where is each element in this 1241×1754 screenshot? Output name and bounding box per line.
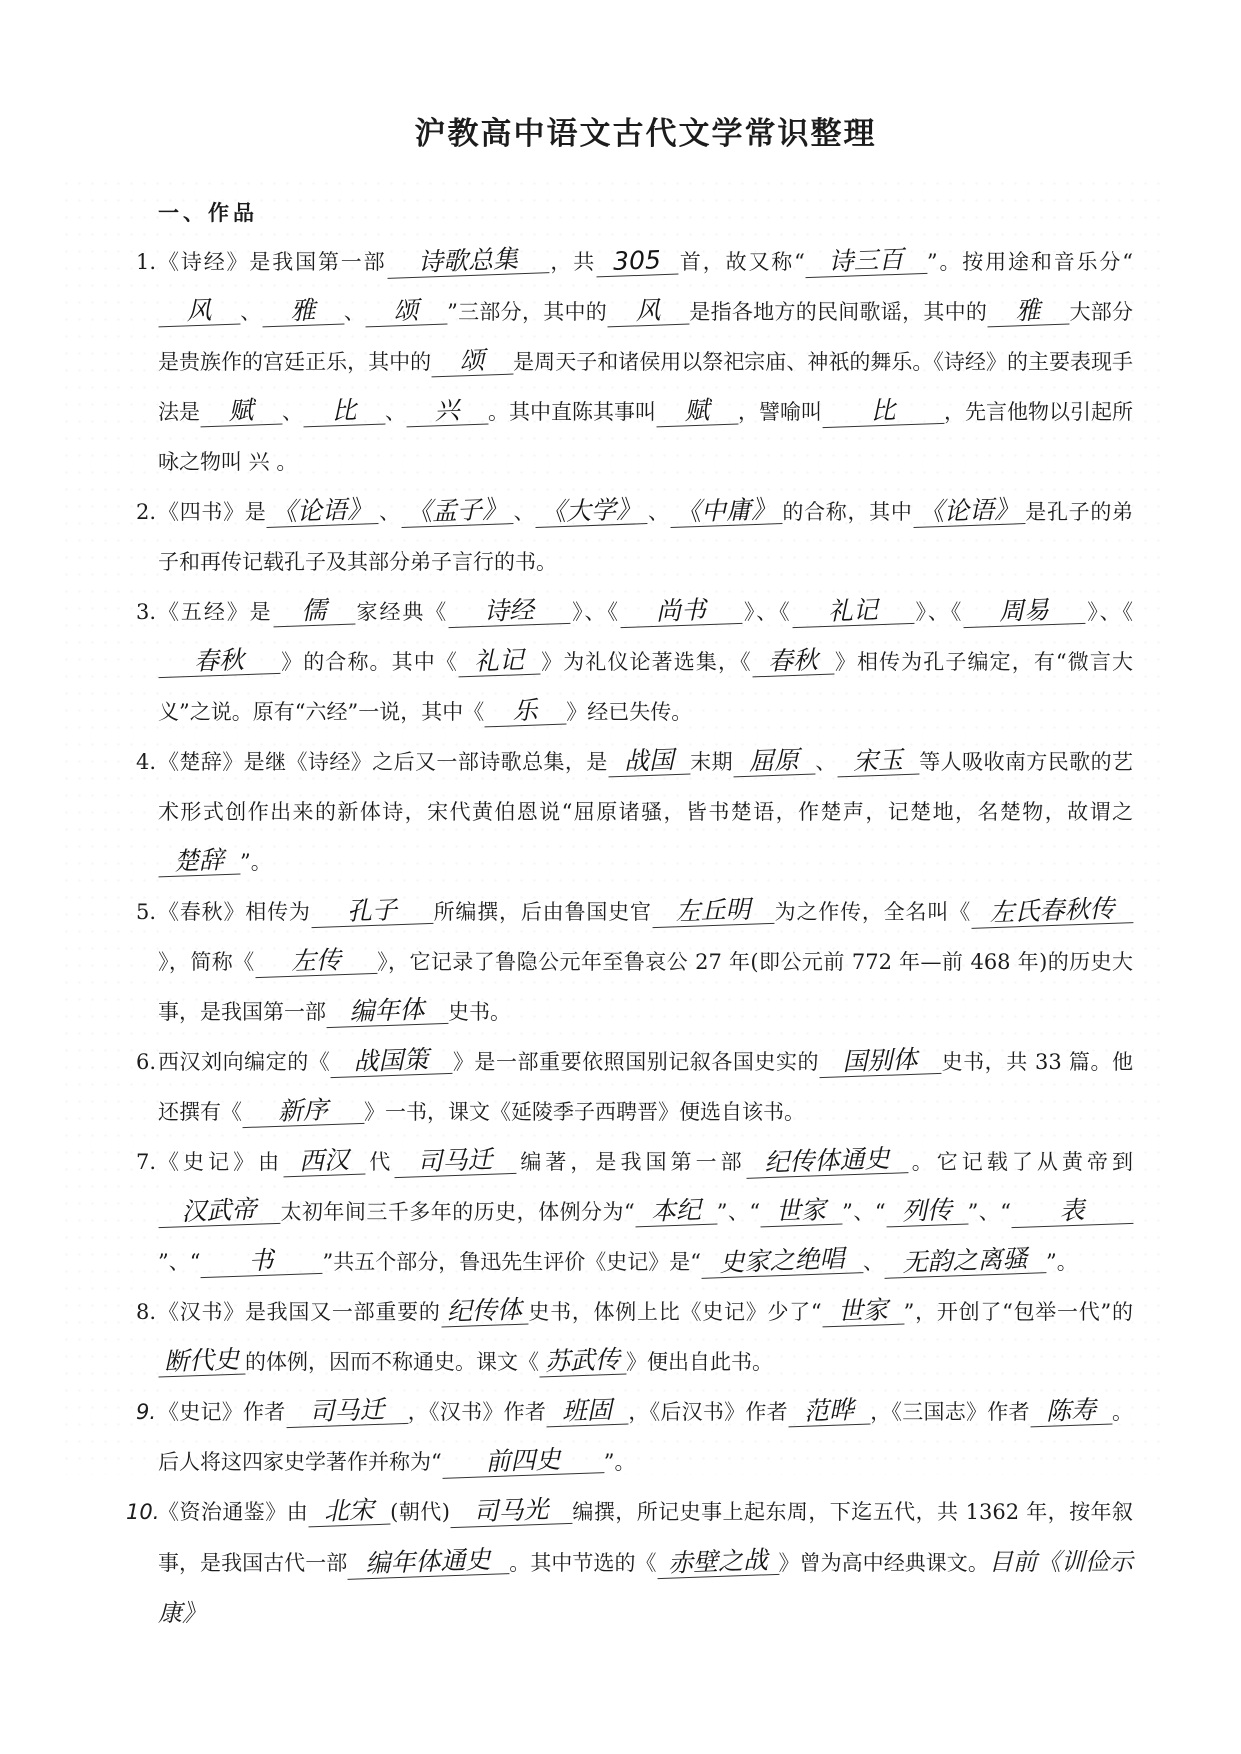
handwritten-answer: 《论语》: [266, 495, 379, 528]
item-text: 、: [378, 500, 401, 524]
handwritten-answer: 风: [158, 296, 241, 328]
handwritten-answer: 战国策: [330, 1045, 453, 1078]
item-text: 太初年间三千多年的历史，体例分为“: [280, 1200, 635, 1224]
item-text: 》、《: [913, 600, 964, 624]
handwritten-note: 目前《训俭示康》: [158, 1548, 1134, 1627]
item-text: 、: [815, 750, 837, 774]
item-text: 》便出自此书。: [626, 1350, 774, 1374]
handwritten-answer: 断代史: [158, 1345, 246, 1377]
item-text: ”、“: [158, 1250, 201, 1274]
item-text: 》、《: [570, 600, 620, 624]
item-text: ”。按用途和音乐分“: [926, 250, 1133, 274]
handwritten-answer: 比: [822, 395, 945, 428]
handwritten-answer: 前四史: [441, 1444, 604, 1479]
item-text: ，共: [548, 250, 597, 274]
handwritten-answer: 诗经: [448, 595, 571, 628]
handwritten-answer: 国别体: [819, 1045, 942, 1078]
page-title: 沪教高中语文古代文学常识整理: [414, 116, 877, 152]
item-text: 、: [343, 300, 366, 324]
handwritten-answer: 世家: [821, 1296, 904, 1328]
list-item: [118, 1287, 1133, 1387]
list-item: [118, 887, 1133, 1037]
item-text: 。后人将这四家史学著作并称为“: [158, 1400, 1134, 1474]
handwritten-answer: 战国: [607, 746, 690, 778]
handwritten-answer: 史家之绝唱: [701, 1244, 864, 1279]
item-text: 的合称，其中: [781, 500, 913, 524]
handwritten-answer: 世家: [760, 1196, 843, 1228]
handwritten-answer: 左丘明: [651, 895, 774, 928]
handwritten-answer: 颂: [431, 346, 514, 378]
item-text: ”。: [240, 850, 272, 874]
item-text: 《汉书》是我国又一部重要的: [158, 1300, 441, 1324]
item-text: 是孔子的弟子和再传记载孔子及其部分弟子言行的书。: [158, 500, 1134, 574]
handwritten-answer: 赤壁之战: [656, 1546, 779, 1579]
item-text: 、: [647, 500, 670, 524]
item-text: (朝代): [390, 1500, 450, 1524]
handwritten-answer: 陈寿: [1029, 1396, 1112, 1428]
list-item: [118, 1137, 1133, 1287]
item-text: 代: [365, 1150, 395, 1174]
handwritten-answer: 编年体通史: [347, 1545, 510, 1580]
handwritten-answer: 尚书: [619, 595, 742, 628]
handwritten-answer: 西汉: [283, 1146, 366, 1178]
item-text: 《资治通鉴》由: [158, 1500, 309, 1524]
item-text: 是指各地方的民间歌谣，其中的: [689, 300, 988, 324]
item-number: 8.: [135, 1300, 156, 1324]
handwritten-answer: 诗三百: [804, 245, 927, 278]
item-text: 大部分是贵族作的宫廷正乐，其中的: [158, 300, 1134, 374]
item-text: ”、“: [967, 1200, 1011, 1224]
item-text: ，《后汉书》作者: [628, 1400, 788, 1424]
item-text: 《史记》作者: [158, 1400, 286, 1424]
handwritten-answer: 苏武传: [539, 1345, 627, 1377]
item-text: 编撰，所记史事上起东周，下迄五代，共 1362 年，按年叙事，是我国古代一部: [158, 1500, 1134, 1575]
handwritten-answer: 左传: [254, 945, 377, 978]
item-text: 《五经》是: [158, 600, 273, 624]
handwritten-answer: 颂: [365, 296, 448, 328]
item-text: 首，故又称“: [678, 250, 805, 274]
item-text: 《楚辞》是继《诗经》之后又一部诗歌总集，是: [158, 750, 608, 774]
list-item: [118, 587, 1133, 737]
handwritten-answer: 春秋: [158, 645, 281, 678]
item-text: 》是一部重要依照国别记叙各国史实的: [452, 1050, 820, 1074]
handwritten-answer: 雅: [987, 296, 1070, 328]
list-item: [118, 487, 1133, 587]
handwritten-answer: 左氏春秋传: [971, 894, 1134, 929]
handwritten-answer: 礼记: [791, 595, 914, 628]
item-text: 》的合称。其中《: [280, 650, 458, 674]
handwritten-answer: 周易: [963, 595, 1086, 628]
item-text: 。其中节选的《: [509, 1551, 657, 1575]
item-text: ”共五个部分，鲁迅先生评价《史记》是“: [322, 1250, 701, 1274]
item-number: 1.: [135, 250, 156, 274]
item-text: 的体例，因而不称通史。课文《: [245, 1350, 540, 1374]
handwritten-answer: 孔子: [310, 895, 433, 928]
item-text: ”、“: [716, 1200, 761, 1224]
item-text: 西汉刘向编定的《: [158, 1050, 331, 1074]
item-text: 》经已失传。: [566, 700, 693, 724]
item-text: 编著，是我国第一部: [516, 1150, 746, 1174]
handwritten-answer: 赋: [656, 396, 739, 428]
item-text: 》曾为高中经典课文。: [778, 1551, 989, 1575]
item-text: 为之作传，全名叫《: [773, 900, 972, 924]
list-item: [118, 237, 1133, 487]
item-number: 6.: [135, 1050, 156, 1074]
handwritten-answer: 《孟子》: [400, 495, 513, 528]
handwritten-answer: 诗歌总集: [386, 244, 549, 279]
handwritten-answer: 雅: [261, 296, 344, 328]
item-text: ”。: [1045, 1250, 1078, 1274]
item-text: ”，开创了“包举一代”的: [903, 1300, 1133, 1324]
item-number: 7.: [135, 1150, 156, 1174]
item-number: 3.: [135, 600, 156, 624]
item-text: ，譬喻叫: [738, 400, 822, 424]
handwritten-answer: 《大学》: [535, 495, 648, 528]
item-text: 》一书，课文《延陵季子西聘晋》便选自该书。: [364, 1100, 805, 1124]
handwritten-answer: 范晔: [787, 1396, 870, 1428]
item-text: 史书，体例上比《史记》少了“: [527, 1300, 822, 1324]
handwritten-answer: 纪传体通史: [745, 1144, 908, 1179]
item-text: 《史记》由: [158, 1150, 284, 1174]
item-text: ”。: [603, 1450, 636, 1474]
item-number: 5.: [135, 900, 156, 924]
handwritten-answer: 新序: [242, 1095, 365, 1128]
section-heading: 一、作品: [158, 200, 258, 225]
item-text: ，先言他物以引起所咏之物叫 兴 。: [158, 400, 1133, 474]
handwritten-answer: 乐: [484, 696, 567, 728]
handwritten-answer: 纪传体: [440, 1295, 528, 1327]
handwritten-answer: 宋玉: [836, 746, 919, 778]
item-text: 所编撰，后由鲁国史官: [432, 900, 652, 924]
handwritten-answer: 表: [1011, 1195, 1134, 1228]
item-text: 》、《: [741, 600, 792, 624]
handwritten-answer: 赋: [200, 396, 283, 428]
item-text: 、: [512, 500, 536, 524]
handwritten-answer: 兴: [406, 396, 489, 428]
list-item: [118, 1037, 1133, 1137]
item-text: 、: [240, 300, 262, 324]
item-text: 末期: [689, 750, 733, 774]
item-number: 4.: [135, 750, 156, 774]
handwritten-answer: 本纪: [634, 1196, 717, 1228]
item-text: 》、《: [1085, 600, 1134, 624]
item-text: 《四书》是: [158, 500, 267, 524]
item-text: 等人吸收南方民歌的艺术形式创作出来的新体诗，宋代黄伯恩说“屈原诸骚，皆书楚语，作楚声，记楚地，名楚物，故谓之: [158, 750, 1134, 824]
handwritten-answer: 楚辞: [158, 846, 241, 878]
list-item: [118, 1487, 1133, 1639]
item-text: 。其中直陈其事叫: [488, 400, 656, 424]
item-text: 《春秋》相传为: [158, 900, 311, 924]
handwritten-answer: 春秋: [751, 646, 834, 678]
item-text: 、: [862, 1250, 884, 1274]
list-item: [118, 737, 1133, 887]
item-text: 、: [282, 400, 303, 424]
item-text: 》，它记录了鲁隐公元年至鲁哀公 27 年(即公元前 772 年—前 468 年)的历史大事，是我国第一部: [158, 950, 1133, 1024]
item-text: 、: [385, 400, 406, 424]
item-text: 家经典《: [354, 600, 449, 624]
handwritten-answer: 风: [607, 296, 690, 328]
handwritten-answer: 司马迁: [394, 1145, 517, 1178]
handwritten-answer: 北宋: [308, 1496, 391, 1528]
handwritten-answer: 列传: [885, 1196, 968, 1228]
handwritten-answer: 比: [303, 396, 386, 428]
item-number: 10.: [126, 1500, 160, 1524]
item-text: 》相传为孔子编定，有“微言大义”之说。原有“六经”一说，其中《: [158, 650, 1133, 724]
handwritten-answer: 编年体: [326, 995, 449, 1028]
handwritten-answer: 司马迁: [285, 1395, 408, 1428]
handwritten-answer: 班固: [546, 1396, 629, 1428]
handwritten-answer: 《中庸》: [669, 495, 782, 528]
item-number: 2.: [135, 500, 156, 524]
list-item: [118, 1387, 1133, 1487]
item-text: ”三部分，其中的: [447, 300, 608, 324]
item-text: 是周天子和诸侯用以祭祀宗庙、神祇的舞乐。《诗经》的主要表现手法是: [158, 350, 1134, 424]
item-text: ，《三国志》作者: [869, 1400, 1030, 1424]
handwritten-answer: 司马光: [449, 1495, 572, 1528]
handwritten-answer: 305: [596, 246, 679, 278]
item-text: 》，简称《: [158, 950, 255, 974]
handwritten-answer: 礼记: [458, 646, 541, 678]
handwritten-answer: 书: [200, 1245, 323, 1278]
item-text: 史书，共 33 篇。他还撰有《: [158, 1050, 1133, 1124]
item-text: ”、“: [842, 1200, 886, 1224]
handwritten-answer: 无韵之离骚: [884, 1244, 1047, 1279]
item-text: 。它记载了从黄帝到: [907, 1150, 1134, 1174]
item-text: ，《汉书》作者: [407, 1400, 547, 1424]
handwritten-answer: 屈原: [733, 746, 816, 778]
handwritten-answer: 《论语》: [912, 495, 1025, 528]
item-number: 9.: [135, 1400, 156, 1424]
item-text: 史书。: [448, 1000, 511, 1024]
item-text: 》为礼仪论著选集，《: [540, 650, 752, 674]
item-text: 《诗经》是我国第一部: [158, 250, 387, 274]
handwritten-answer: 汉武帝: [158, 1195, 281, 1228]
handwritten-answer: 儒: [272, 596, 355, 628]
